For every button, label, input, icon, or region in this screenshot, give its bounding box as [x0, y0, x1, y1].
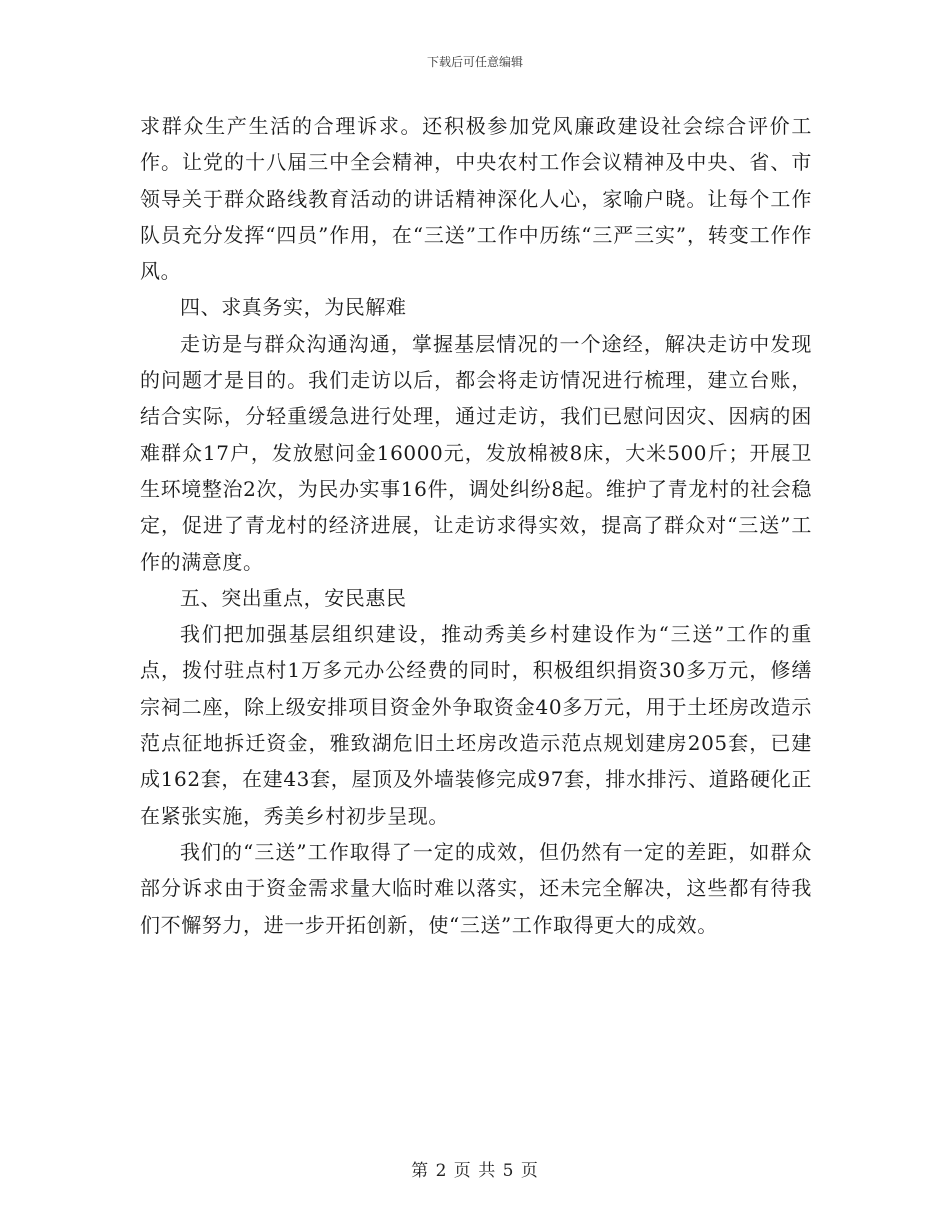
section-heading-4: 四、求真务实，为民解难 — [180, 295, 407, 320]
paragraph-3: 我们把加强基层组织建设，推动秀美乡村建设作为“三送”工作的重点，拨付驻点村1万多元办公经费的同时，积极组织捐资30多万元，修缮宗祠二座，除上级安排项目资金外争取资金40多万元，用于土坯房改造示范点征地拆迁资金，雅致湖危旧土坯房改造示范点规划建房205套，已建成162套，在建43套，屋顶及外墙装修完成97套，排水排污、道路硬化正在紧张实施，秀美乡村初步呈现。 — [140, 622, 812, 828]
page-number: 第 2 页 共 5 页 — [411, 1161, 539, 1181]
paragraph-1: 求群众生产生活的合理诉求。还积极参加党风廉政建设社会综合评价工作。让党的十八届三中全会精神，中央农村工作会议精神及中央、省、市领导关于群众路线教育活动的讲话精神深化人心，家喻户晓。让每个工作队员充分发挥“四员”作用，在“三送”工作中历练“三严三实”，转变工作作风。 — [140, 114, 812, 284]
document-body — [140, 108, 812, 943]
paragraph-2: 走访是与群众沟通沟通，掌握基层情况的一个途经，解决走访中发现的问题才是目的。我们走访以后，都会将走访情况进行梳理，建立台账，结合实际，分轻重缓急进行处理，通过走访，我们已慰问因灾、因病的困难群众17户，发放慰问金16000元，发放棉被8床，大米500斤；开展卫生环境整治2次，为民办实事16件，调处纠纷8起。维护了青龙村的社会稳定，促进了青龙村的经济进展，让走访求得实效，提高了群众对“三送”工作的满意度。 — [140, 331, 812, 574]
paragraph-4: 我们的“三送”工作取得了一定的成效，但仍然有一定的差距，如群众部分诉求由于资金需求量大临时难以落实，还未完全解决，这些都有待我们不懈努力，进一步开拓创新，使“三送”工作取得更大的成效。 — [140, 839, 812, 937]
page-header-note: 下载后可任意编辑 — [426, 55, 523, 69]
section-heading-5: 五、突出重点，安民惠民 — [180, 585, 407, 610]
